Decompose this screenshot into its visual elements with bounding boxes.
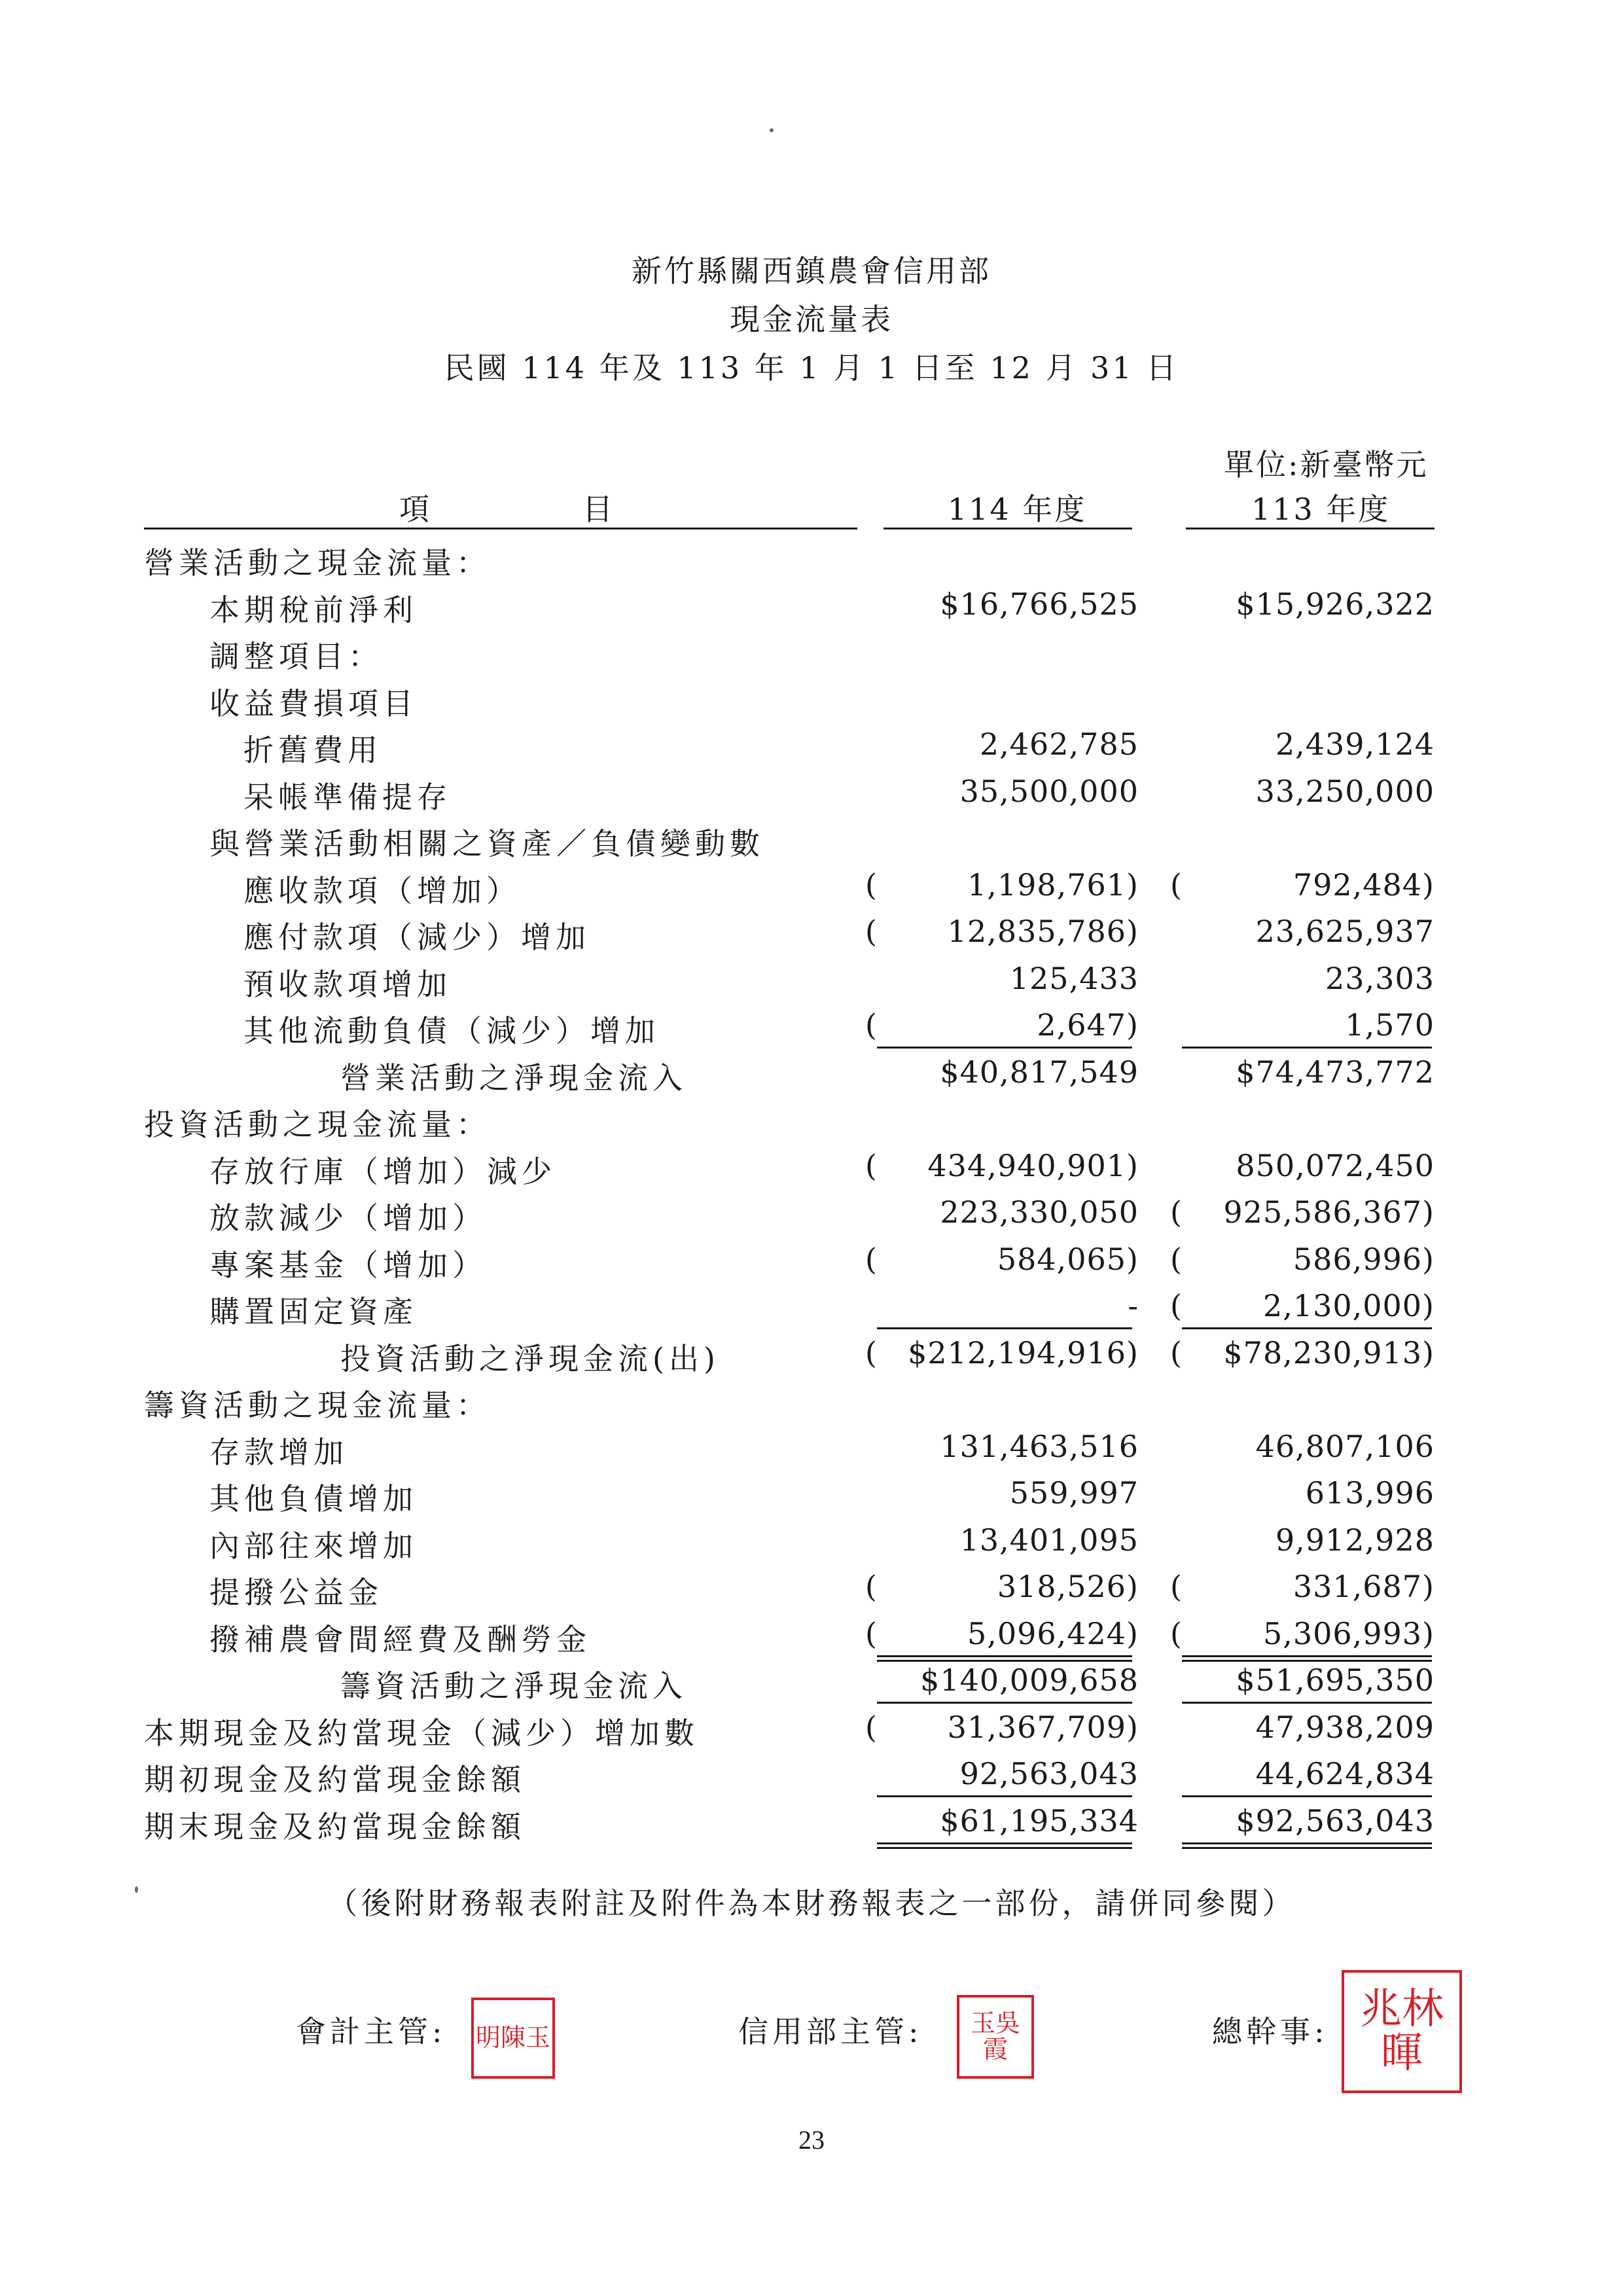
- subtotal-rule: [1182, 1047, 1432, 1049]
- table-row: [0, 1378, 1623, 1425]
- value-113: 2,439,124: [1275, 726, 1435, 762]
- row-label: 應付款項（減少）增加: [243, 920, 590, 955]
- row-label: 其他負債增加: [209, 1481, 418, 1516]
- value-113: 33,250,000: [1255, 773, 1435, 809]
- table-row: [0, 816, 1623, 863]
- open-paren-114: (: [865, 1007, 877, 1043]
- row-label: 購置固定資產: [209, 1294, 418, 1329]
- open-paren-113: (: [1170, 1335, 1182, 1371]
- open-paren-113: (: [1170, 1241, 1182, 1277]
- open-paren-114: (: [865, 1615, 877, 1651]
- open-paren-114: (: [865, 1335, 877, 1371]
- table-row: [0, 1144, 1623, 1191]
- document-title: 現金流量表: [730, 302, 893, 337]
- value-113: 46,807,106: [1255, 1428, 1435, 1464]
- subtotal-rule: [1182, 1655, 1432, 1657]
- value-113: $78,230,913): [1223, 1335, 1435, 1371]
- row-label: 期初現金及約當現金餘額: [144, 1762, 526, 1797]
- row-label: 放款減少（增加）: [209, 1200, 487, 1236]
- value-113: $74,473,772: [1236, 1054, 1435, 1090]
- open-paren-114: (: [865, 1147, 877, 1183]
- period-title: 民國 114 年及 113 年 1 月 1 日至 12 月 31 日: [444, 350, 1179, 386]
- footer-note: （後附財務報表附註及附件為本財務報表之一部份，請併同參閱）: [327, 1886, 1296, 1921]
- header-rule-113: [1186, 528, 1435, 529]
- subtotal-rule: [877, 1047, 1132, 1049]
- row-label: 存放行庫（增加）減少: [209, 1153, 556, 1189]
- open-paren-113: (: [1170, 867, 1182, 903]
- table-row: [0, 1659, 1623, 1706]
- general-manager-label: 總幹事:: [1212, 2014, 1329, 2049]
- general-manager-seal: 兆林暉: [1342, 1970, 1462, 2093]
- table-row: [0, 676, 1623, 723]
- table-row: [0, 1191, 1623, 1238]
- credit-supervisor-seal: 玉吳霞: [957, 1995, 1034, 2079]
- open-paren-113: (: [1170, 1194, 1182, 1230]
- value-114: -: [1128, 1288, 1139, 1323]
- table-row: [0, 1331, 1623, 1378]
- value-113: 331,687): [1293, 1569, 1435, 1604]
- accounting-supervisor-label: 會計主管:: [296, 2014, 446, 2049]
- value-114: 13,401,095: [959, 1522, 1139, 1558]
- value-114: 35,500,000: [959, 773, 1139, 809]
- page-number: 23: [798, 2125, 825, 2155]
- scan-speck: [770, 128, 774, 132]
- row-label: 籌資活動之現金流量：: [144, 1388, 491, 1423]
- value-113: 23,303: [1325, 960, 1435, 996]
- value-113: 44,624,834: [1255, 1756, 1435, 1791]
- value-114: 5,096,424): [967, 1615, 1139, 1651]
- row-label: 撥補農會間經費及酬勞金: [209, 1621, 591, 1657]
- value-113: 9,912,928: [1275, 1522, 1435, 1558]
- open-paren-113: (: [1170, 1288, 1182, 1323]
- value-114: 559,997: [1009, 1475, 1139, 1511]
- value-114: $40,817,549: [940, 1054, 1139, 1090]
- value-114: 318,526): [997, 1569, 1139, 1604]
- accounting-supervisor-seal: 明陳玉: [471, 1998, 555, 2079]
- value-113: 2,130,000): [1262, 1288, 1435, 1323]
- table-row: [0, 863, 1623, 910]
- table-row: [0, 629, 1623, 676]
- row-label: 提撥公益金: [209, 1575, 383, 1610]
- row-label: 呆帳準備提存: [243, 779, 452, 815]
- value-114: 584,065): [997, 1241, 1139, 1277]
- column-header-113: 113 年度: [1251, 492, 1391, 527]
- subtotal-rule: [1182, 1327, 1432, 1329]
- credit-supervisor-label: 信用部主管:: [738, 2014, 923, 2049]
- open-paren-114: (: [865, 867, 877, 903]
- row-label: 與營業活動相關之資產／負債變動數: [209, 826, 764, 861]
- table-row: [0, 723, 1623, 770]
- subtotal-top-rule: [1182, 1660, 1432, 1662]
- row-label: 本期現金及約當現金（減少）增加數: [144, 1715, 699, 1751]
- table-row: [0, 1799, 1623, 1846]
- row-label: 投資活動之現金流量：: [144, 1107, 491, 1142]
- row-label: 收益費損項目: [209, 685, 418, 721]
- subtotal-rule: [877, 1795, 1132, 1797]
- table-row: [0, 1238, 1623, 1285]
- header-rule-item: [144, 528, 857, 529]
- row-label: 營業活動之淨現金流入: [340, 1060, 687, 1096]
- value-114: $140,009,658: [920, 1662, 1139, 1698]
- row-label: 預收款項增加: [243, 966, 452, 1002]
- value-114: 2,462,785: [979, 726, 1139, 762]
- row-label: 本期稅前淨利: [209, 592, 418, 628]
- subtotal-rule: [877, 1327, 1132, 1329]
- value-113: 613,996: [1305, 1475, 1435, 1511]
- value-114: 434,940,901): [927, 1147, 1139, 1183]
- table-row: [0, 910, 1623, 957]
- table-row: [0, 1284, 1623, 1331]
- row-label: 調整項目：: [209, 639, 383, 674]
- subtotal-rule: [877, 1702, 1132, 1704]
- row-label: 營業活動之現金流量：: [144, 545, 491, 581]
- open-paren-114: (: [865, 1241, 877, 1277]
- value-113: 925,586,367): [1223, 1194, 1435, 1230]
- total-double-rule: [1182, 1842, 1432, 1849]
- table-row: [0, 535, 1623, 583]
- value-114: $212,194,916): [908, 1335, 1139, 1371]
- row-label: 期末現金及約當現金餘額: [144, 1808, 526, 1844]
- row-label: 存款增加: [209, 1434, 348, 1470]
- row-label: 折舊費用: [243, 732, 382, 768]
- open-paren-113: (: [1170, 1569, 1182, 1604]
- value-114: 131,463,516: [940, 1428, 1139, 1464]
- total-double-rule: [877, 1842, 1132, 1849]
- open-paren-114: (: [865, 1569, 877, 1604]
- table-row: [0, 1612, 1623, 1659]
- value-114: 12,835,786): [947, 914, 1139, 949]
- table-row: [0, 1425, 1623, 1472]
- value-113: 792,484): [1293, 867, 1435, 903]
- open-paren-114: (: [865, 914, 877, 949]
- table-row: [0, 1752, 1623, 1799]
- subtotal-rule: [1182, 1702, 1432, 1704]
- table-row: [0, 770, 1623, 817]
- unit-label: 單位:新臺幣元: [1224, 447, 1429, 482]
- subtotal-rule: [877, 1655, 1132, 1657]
- value-113: $51,695,350: [1236, 1662, 1435, 1698]
- table-row: [0, 1706, 1623, 1753]
- table-row: [0, 1003, 1623, 1050]
- value-113: $15,926,322: [1236, 586, 1435, 622]
- row-label: 內部往來增加: [209, 1528, 418, 1564]
- column-header-item-a: 項: [399, 492, 431, 527]
- value-113: 47,938,209: [1255, 1709, 1435, 1745]
- table-row: [0, 583, 1623, 630]
- table-row: [0, 1050, 1623, 1098]
- table-row: [0, 1097, 1623, 1144]
- row-label: 其他流動負債（減少）增加: [243, 1013, 660, 1049]
- value-113: 850,072,450: [1236, 1147, 1435, 1183]
- row-label: 籌資活動之淨現金流入: [340, 1668, 687, 1704]
- value-113: 1,570: [1345, 1007, 1435, 1043]
- row-label: 投資活動之淨現金流(出): [340, 1340, 720, 1376]
- header-rule-114: [883, 528, 1132, 529]
- column-header-item-b: 目: [582, 492, 615, 527]
- table-row: [0, 1565, 1623, 1612]
- value-114: 92,563,043: [959, 1756, 1139, 1791]
- value-114: 1,198,761): [967, 867, 1139, 903]
- value-114: 223,330,050: [940, 1194, 1139, 1230]
- subtotal-top-rule: [877, 1660, 1132, 1662]
- open-paren-113: (: [1170, 1615, 1182, 1651]
- value-114: 2,647): [1037, 1007, 1139, 1043]
- value-114: $16,766,525: [940, 586, 1139, 622]
- subtotal-rule: [1182, 1795, 1432, 1797]
- value-114: $61,195,334: [940, 1803, 1139, 1839]
- organization-title: 新竹縣關西鎮農會信用部: [632, 253, 991, 289]
- scan-speck: [135, 1886, 138, 1893]
- value-113: $92,563,043: [1236, 1803, 1435, 1839]
- open-paren-114: (: [865, 1709, 877, 1745]
- value-114: 31,367,709): [947, 1709, 1139, 1745]
- table-row: [0, 1518, 1623, 1566]
- table-row: [0, 957, 1623, 1004]
- column-header-114: 114 年度: [948, 492, 1087, 527]
- row-label: 應收款項（增加）: [243, 872, 521, 908]
- value-113: 23,625,937: [1255, 914, 1435, 949]
- table-row: [0, 1471, 1623, 1518]
- row-label: 專案基金（增加）: [209, 1247, 487, 1283]
- value-113: 5,306,993): [1262, 1615, 1435, 1651]
- value-113: 586,996): [1293, 1241, 1435, 1277]
- value-114: 125,433: [1009, 960, 1139, 996]
